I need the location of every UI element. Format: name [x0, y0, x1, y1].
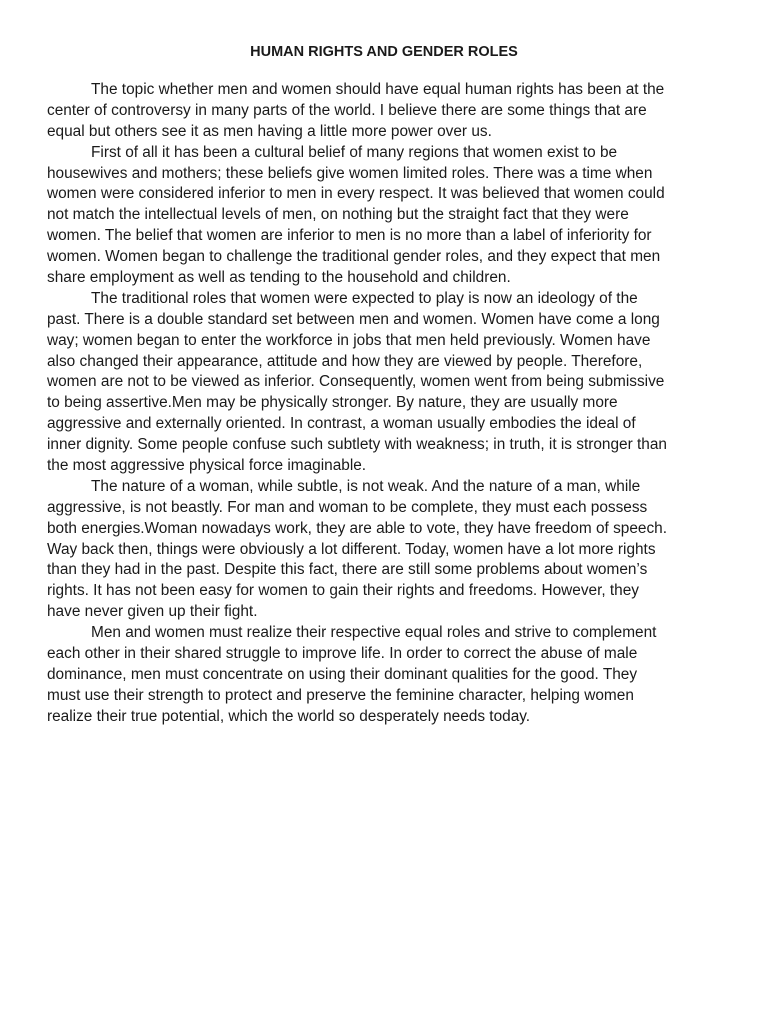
text-line: rights. It has not been easy for women to gain their rights and freedoms. However, they	[47, 582, 639, 600]
text-line: dominance, men must concentrate on using their dominant qualities for the good. They	[47, 665, 638, 683]
text-line: women. Women began to challenge the traditional gender roles, and they expect that men	[47, 248, 661, 266]
text-line: The traditional roles that women were expected to play is now an ideology of the	[91, 289, 638, 307]
text-line: the most aggressive physical force imaginable.	[47, 457, 367, 475]
text-line: women. The belief that women are inferior to men is no more than a label of inferiority for	[47, 227, 652, 245]
text-line: Men and women must realize their respective equal roles and strive to complement	[91, 624, 657, 642]
paragraph	[47, 623, 737, 727]
paragraph	[47, 80, 737, 143]
text-line: than they had in the past. Despite this fact, there are still some problems about women’s	[47, 561, 648, 579]
text-line: way; women began to enter the workforce in jobs that men held previously. Women have	[47, 331, 651, 349]
text-line: First of all it has been a cultural belief of many regions that women exist to be	[91, 143, 618, 161]
document-body	[47, 80, 737, 728]
text-line: equal but others see it as men having a little more power over us.	[47, 122, 492, 140]
text-line: both energies.Woman nowadays work, they are able to vote, they have freedom of speech.	[47, 519, 667, 537]
document-title: HUMAN RIGHTS AND GENDER ROLES	[250, 44, 518, 60]
text-line: past. There is a double standard set between men and women. Women have come a long	[47, 310, 660, 328]
text-line: women are not to be viewed as inferior. Consequently, women went from being submissive	[47, 373, 665, 391]
text-line: housewives and mothers; these beliefs give women limited roles. There was a time when	[47, 164, 653, 182]
paragraph	[47, 289, 737, 477]
text-line: share employment as well as tending to the household and children.	[47, 269, 511, 287]
text-line: Way back then, things were obviously a lot different. Today, women have a lot more rights	[47, 540, 656, 558]
paragraph	[47, 143, 737, 289]
text-line: also changed their appearance, attitude and how they are viewed by people. Therefore,	[47, 352, 643, 370]
text-line: not match the intellectual levels of men, on nothing but the straight fact that they were	[47, 206, 629, 224]
text-line: realize their true potential, which the world so desperately needs today.	[47, 707, 531, 725]
text-line: must use their strength to protect and preserve the feminine character, helping women	[47, 686, 634, 704]
text-line: inner dignity. Some people confuse such subtlety with weakness; in truth, it is stronger than	[47, 436, 667, 454]
text-line: The nature of a woman, while subtle, is not weak. And the nature of a man, while	[91, 477, 641, 495]
text-line: have never given up their fight.	[47, 603, 258, 621]
text-line: aggressive, is not beastly. For man and woman to be complete, they must each possess	[47, 498, 648, 516]
paragraph	[47, 477, 737, 623]
text-line: each other in their shared struggle to improve life. In order to correct the abuse of male	[47, 645, 638, 663]
text-line: to being assertive.Men may be physically stronger. By nature, they are usually more	[47, 394, 618, 412]
text-line: The topic whether men and women should have equal human rights has been at the	[91, 81, 665, 98]
text-line: women were considered inferior to men in every respect. It was believed that women could	[47, 185, 665, 203]
text-line: center of controversy in many parts of the world. I believe there are some things that are	[47, 101, 647, 119]
text-line: aggressive and externally oriented. In contrast, a woman usually embodies the ideal of	[47, 415, 636, 433]
